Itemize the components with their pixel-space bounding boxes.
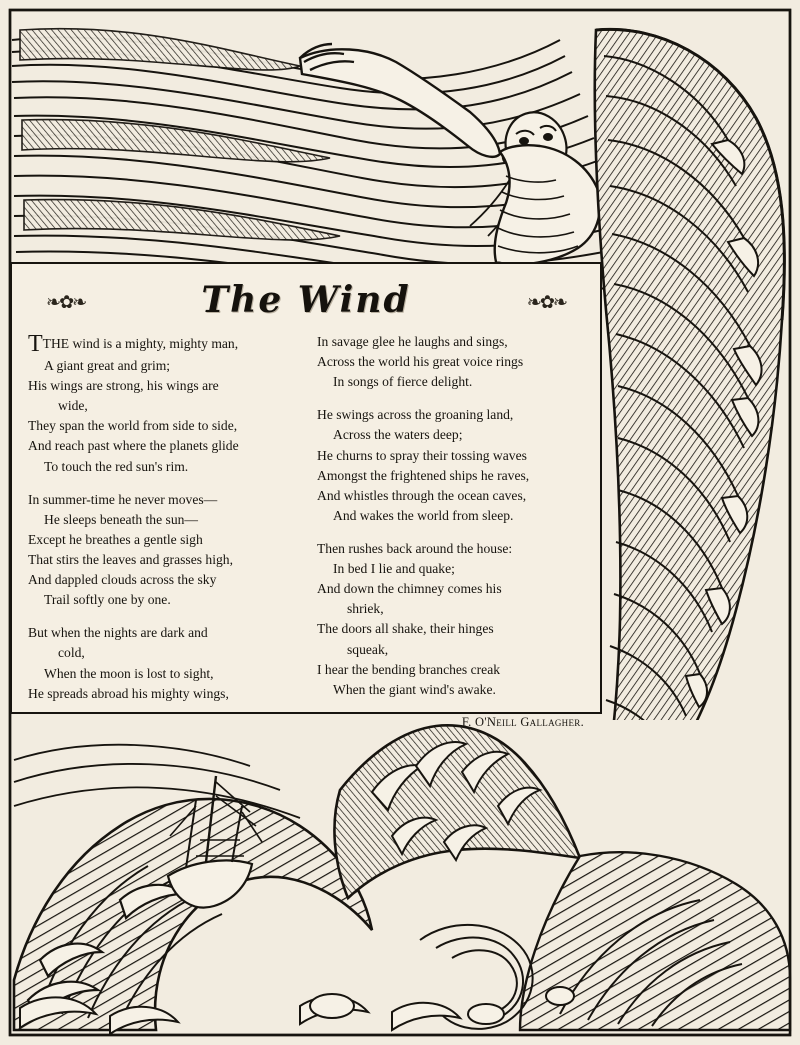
poem-line: squeak, [347, 641, 389, 657]
flourish-right-icon: ❧✿❧ [526, 292, 566, 312]
byline [317, 713, 584, 732]
poem-line: Then rushes back around the house: [317, 540, 513, 556]
poem-line: But when the nights are dark and [28, 625, 208, 641]
poem-line: He swings across the groaning land, [317, 407, 514, 423]
poem-line: He churns to spray their tossing waves [317, 447, 527, 463]
stanza [317, 539, 584, 700]
poem-line: Across the world his great voice rings [317, 354, 524, 370]
poem-line: A giant great and grim; [44, 358, 171, 373]
poem-line: When the moon is lost to sight, [44, 665, 214, 681]
stanza [28, 623, 295, 703]
poem-line: To touch the red sun's rim. [44, 458, 189, 474]
poem-line: He sleeps beneath the sun— [44, 511, 199, 527]
stanza [28, 490, 295, 611]
stanza [317, 405, 584, 526]
poem-line: In songs of fierce delight. [333, 374, 473, 390]
poem-line: He spreads abroad his mighty wings, [28, 685, 229, 701]
poem-line: In summer-time he never moves— [28, 491, 218, 507]
poem-line: Amongst the frightened ships he raves, [317, 467, 530, 483]
page-title: The Wind [201, 279, 411, 321]
poem-columns [28, 332, 584, 731]
poem-line: That stirs the leaves and grasses high, [28, 551, 233, 567]
poem-line: They span the world from side to side, [28, 418, 238, 434]
poem-column-left [28, 332, 295, 731]
stanza [317, 332, 584, 392]
poem-line: And whistles through the ocean caves, [317, 487, 527, 503]
stanza [28, 332, 295, 477]
poem-line: The doors all shake, their hinges [317, 621, 494, 637]
drop-cap: T [28, 331, 43, 357]
poem-line: Across the waters deep; [333, 427, 463, 443]
flourish-left-icon: ❧✿❧ [46, 292, 86, 312]
poem-line: shriek, [347, 601, 384, 617]
poem-line: And wakes the world from sleep. [333, 507, 514, 523]
poem-line-text: THE wind is a mighty, mighty man, [42, 336, 239, 351]
poem-title [28, 278, 584, 322]
poem-column-right [317, 332, 584, 731]
poem-line: When the giant wind's awake. [333, 681, 496, 697]
poem-line [28, 332, 295, 356]
poem-line: And down the chimney comes his [317, 581, 502, 597]
poem-line: His wings are strong, his wings are [28, 378, 219, 394]
poem-line: Trail softly one by one. [44, 592, 171, 608]
byline-text: F. O'Neill Gallagher. [461, 714, 584, 729]
poem-line: In savage glee he laughs and sings, [317, 334, 508, 349]
poem-panel [10, 262, 602, 729]
poem-line: In bed I lie and quake; [333, 561, 455, 577]
poem-line: Except he breathes a gentle sigh [28, 531, 203, 547]
poem-line: And dappled clouds across the sky [28, 572, 217, 588]
poem-line: And reach past where the planets glide [28, 438, 239, 454]
poem-line: cold, [58, 645, 85, 661]
poem-line: I hear the bending branches creak [317, 661, 501, 677]
poem-line: wide, [58, 398, 88, 414]
